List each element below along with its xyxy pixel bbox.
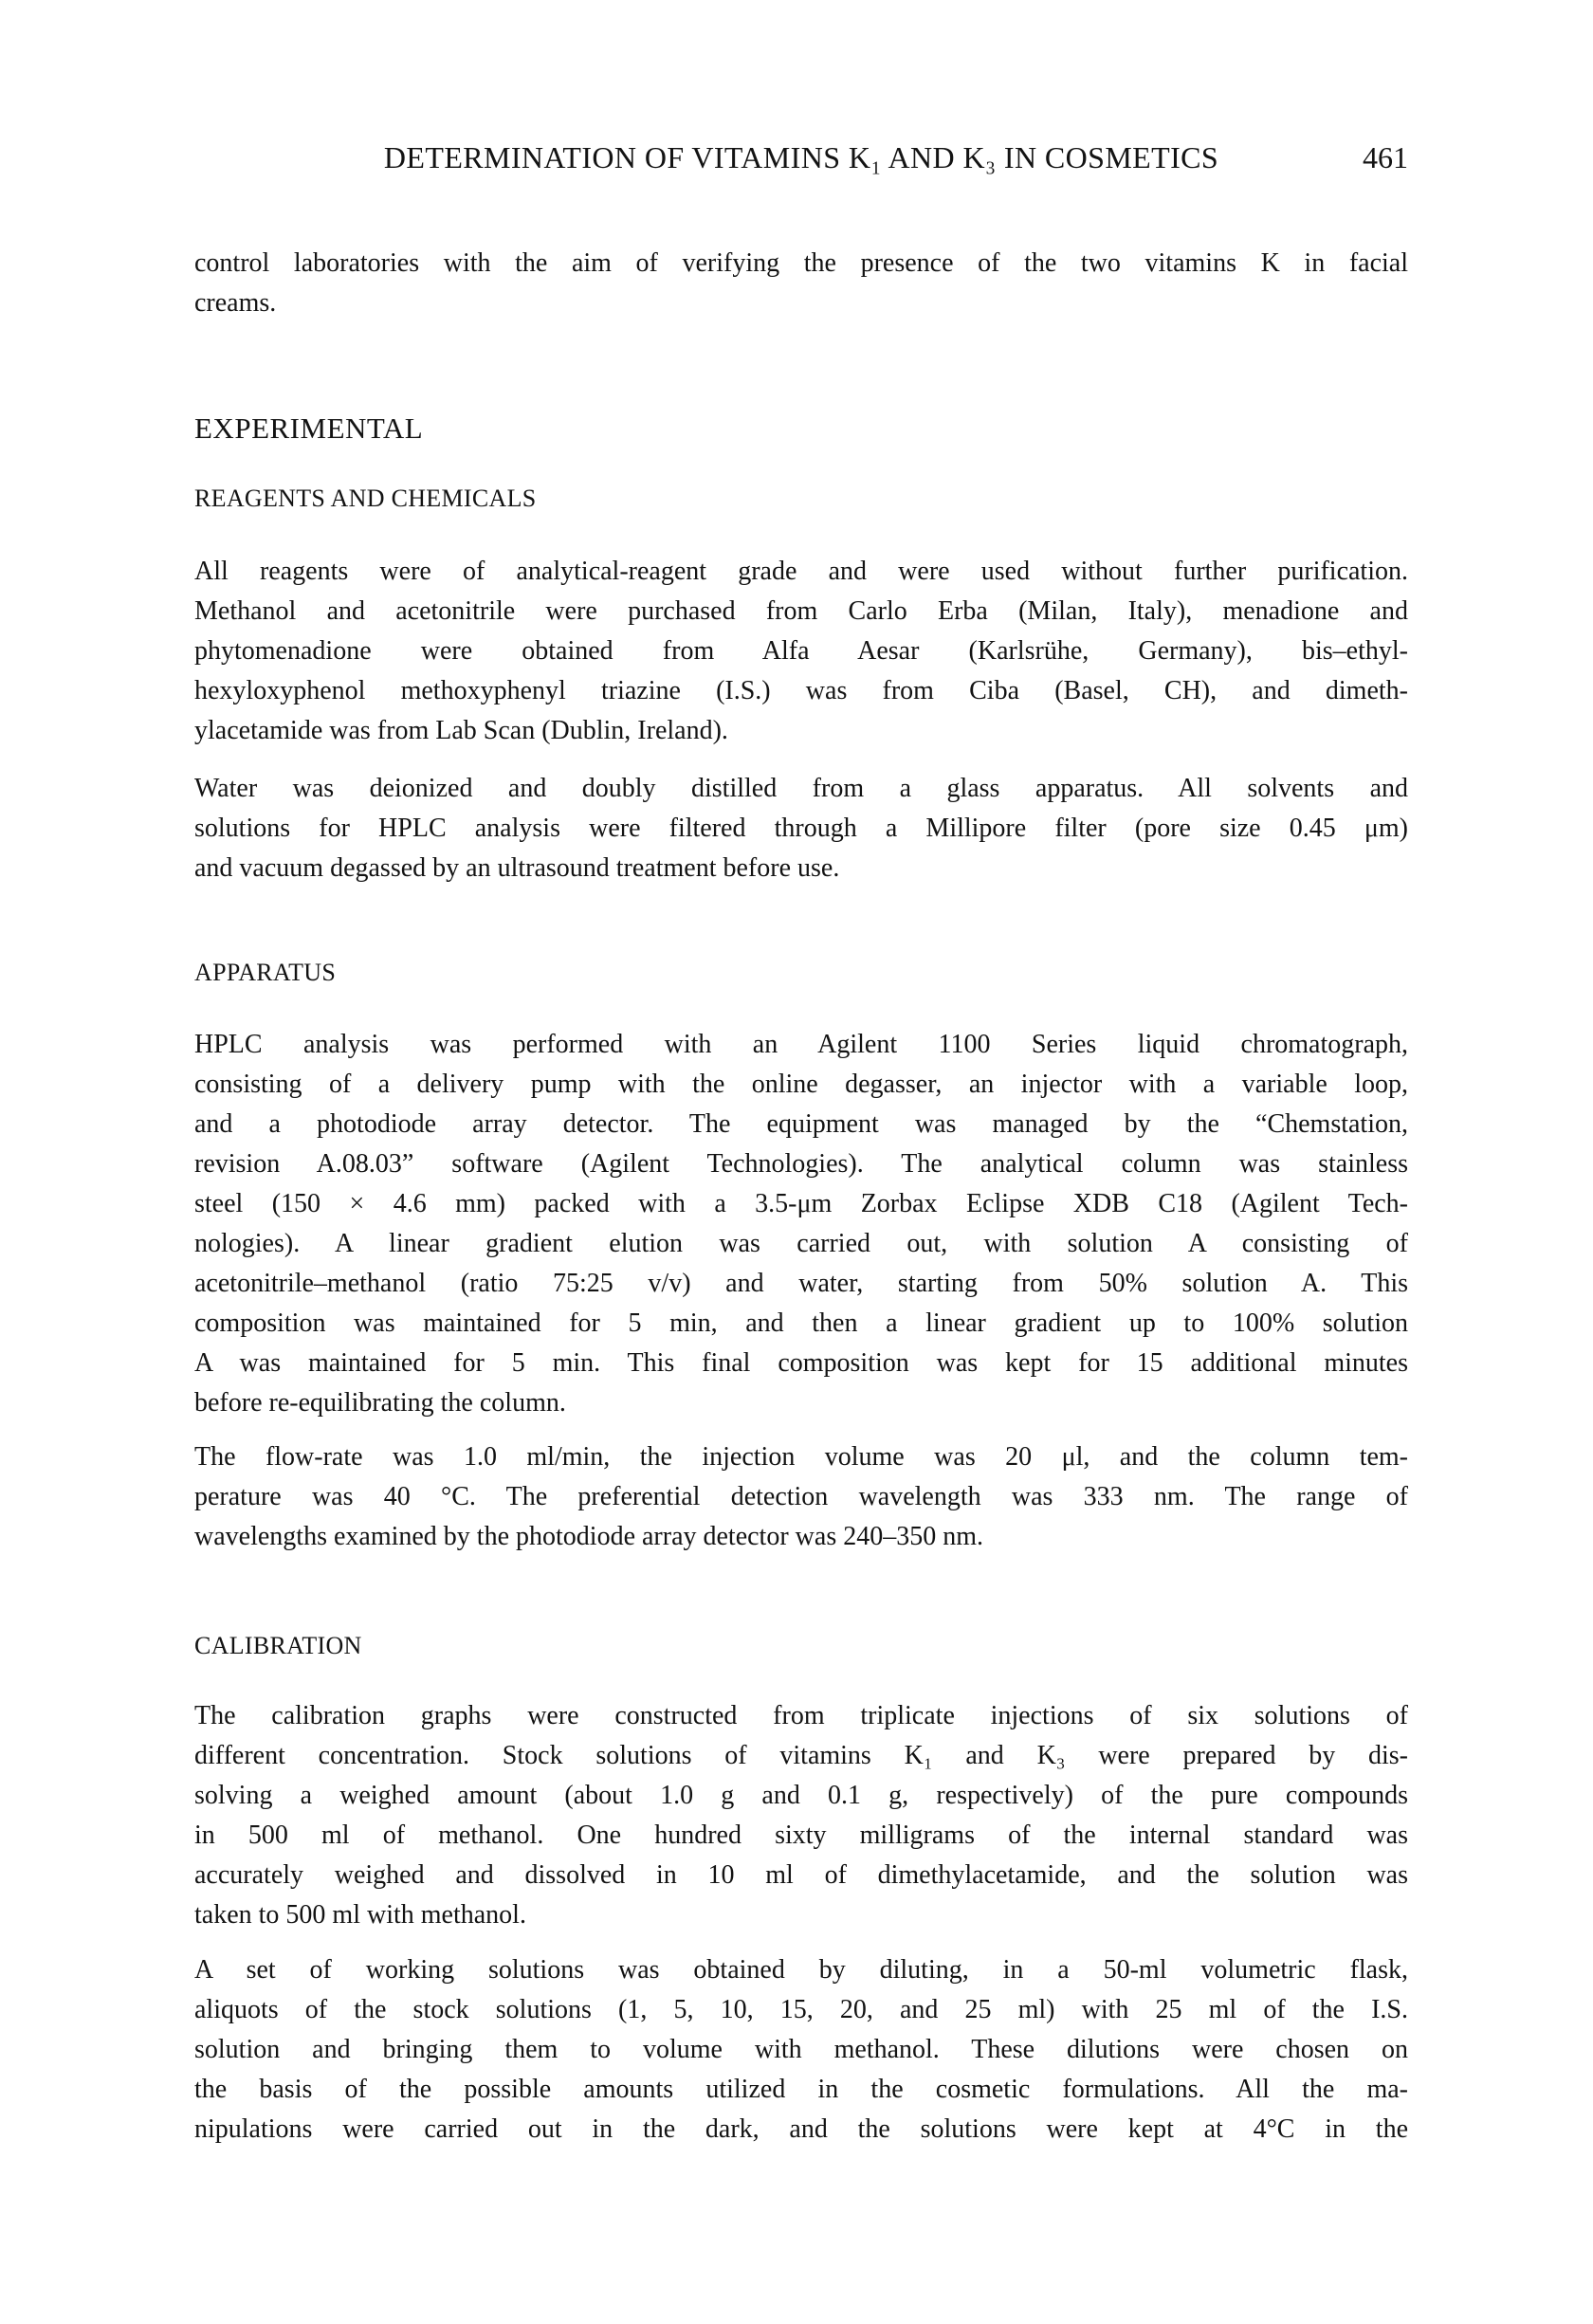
subsection-heading-reagents: REAGENTS AND CHEMICALS — [194, 485, 537, 512]
text-line: before re-equilibrating the column. — [194, 1388, 566, 1418]
text-line: and a photodiode array detector. The equipment was managed by the “Chemstation, — [194, 1109, 1408, 1139]
subsection-heading-calibration: CALIBRATION — [194, 1632, 362, 1659]
text-line: Water was deionized and doubly distilled from a glass apparatus. All solvents and — [194, 774, 1408, 803]
text-line: revision A.08.03” software (Agilent Technologies). The analytical column was stainless — [194, 1149, 1408, 1179]
text-line: All reagents were of analytical-reagent grade and were used without further purification. — [194, 557, 1408, 586]
text-line: solutions for HPLC analysis were filtered through a Millipore filter (pore size 0.45 μm) — [194, 814, 1408, 843]
text-line: Methanol and acetonitrile were purchased from Carlo Erba (Milan, Italy), menadione and — [194, 596, 1408, 626]
text-line: A set of working solutions was obtained by diluting, in a 50-ml volumetric flask, — [194, 1955, 1408, 1985]
running-head — [194, 137, 1408, 178]
page-number: 461 — [1363, 140, 1408, 174]
running-head-title: DETERMINATION OF VITAMINS K₁ AND K₃ IN COSMETICS — [383, 140, 1219, 174]
text-line: and vacuum degassed by an ultrasound treatment before use. — [194, 853, 840, 883]
text-line: steel (150 × 4.6 mm) packed with a 3.5-μm Zorbax Eclipse XDB C18 (Agilent Tech- — [194, 1189, 1408, 1218]
text-line: composition was maintained for 5 min, and then a linear gradient up to 100% solution — [194, 1308, 1408, 1338]
text-line: accurately weighed and dissolved in 10 ml of dimethylacetamide, and the solution was — [194, 1860, 1408, 1890]
text-line: different concentration. Stock solutions of vitamins K₁ and K₃ were prepared by dis- — [194, 1741, 1408, 1770]
text-line: A was maintained for 5 min. This final composition was kept for 15 additional minutes — [194, 1348, 1408, 1378]
subsection-heading-apparatus: APPARATUS — [194, 959, 337, 986]
text-line: phytomenadione were obtained from Alfa Aesar (Karlsrühe, Germany), bis–ethyl- — [194, 636, 1408, 666]
text-line: The calibration graphs were constructed from triplicate injections of six solutions of — [194, 1701, 1408, 1730]
text-line: consisting of a delivery pump with the online degasser, an injector with a variable loop, — [194, 1070, 1408, 1099]
text-line: HPLC analysis was performed with an Agilent 1100 Series liquid chromatograph, — [194, 1030, 1408, 1059]
apparatus-paragraph-1 — [194, 1025, 1408, 1423]
text-line: the basis of the possible amounts utilized in the cosmetic formulations. All the ma- — [194, 2075, 1408, 2104]
text-line: perature was 40 °C. The preferential detection wavelength was 333 nm. The range of — [194, 1482, 1408, 1511]
text-line: nipulations were carried out in the dark, and the solutions were kept at 4°C in the — [194, 2114, 1408, 2144]
reagents-paragraph-2 — [194, 769, 1408, 888]
section-heading-experimental: EXPERIMENTAL — [194, 412, 424, 445]
text-line: solution and bringing them to volume with methanol. These dilutions were chosen on — [194, 2035, 1408, 2064]
text-line: wavelengths examined by the photodiode array detector was 240–350 nm. — [194, 1522, 983, 1551]
calibration-paragraph-1 — [194, 1696, 1408, 1935]
intro-paragraph — [194, 244, 1408, 323]
text-line: control laboratories with the aim of verifying the presence of the two vitamins K in facial — [194, 248, 1408, 278]
text-line: creams. — [194, 288, 277, 318]
text-line: hexyloxyphenol methoxyphenyl triazine (I.S.) was from Ciba (Basel, CH), and dimeth- — [194, 676, 1408, 705]
text-line: aliquots of the stock solutions (1, 5, 10, 15, 20, and 25 ml) with 25 ml of the I.S. — [194, 1995, 1408, 2024]
text-line: solving a weighed amount (about 1.0 g and 0.1 g, respectively) of the pure compounds — [194, 1781, 1408, 1810]
text-line: acetonitrile–methanol (ratio 75:25 v/v) and water, starting from 50% solution A. This — [194, 1269, 1408, 1298]
apparatus-paragraph-2 — [194, 1437, 1408, 1557]
text-line: taken to 500 ml with methanol. — [194, 1900, 526, 1930]
text-line: The flow-rate was 1.0 ml/min, the injection volume was 20 μl, and the column tem- — [194, 1442, 1408, 1472]
text-line: nologies). A linear gradient elution was carried out, with solution A consisting of — [194, 1229, 1408, 1258]
text-line: in 500 ml of methanol. One hundred sixty milligrams of the internal standard was — [194, 1821, 1408, 1850]
calibration-paragraph-2 — [194, 1950, 1408, 2150]
text-line: ylacetamide was from Lab Scan (Dublin, Ireland). — [194, 716, 728, 745]
reagents-paragraph-1 — [194, 552, 1408, 751]
